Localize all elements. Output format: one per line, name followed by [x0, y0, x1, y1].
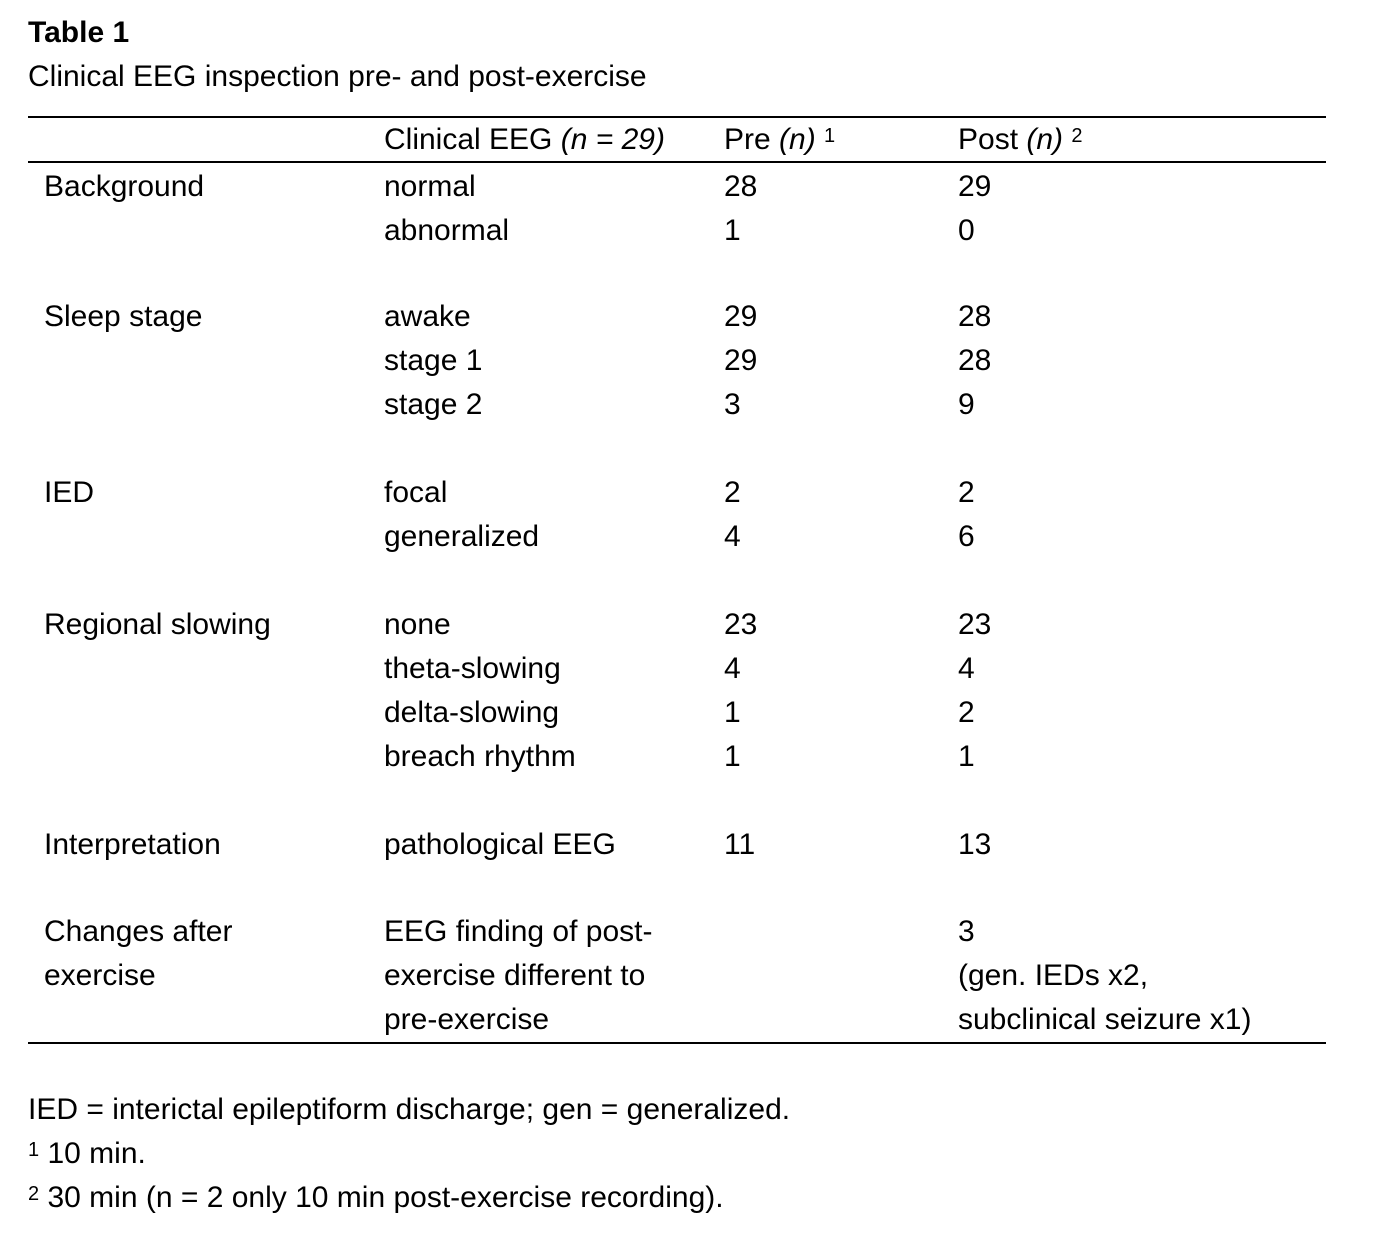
category-regional-slowing: Regional slowing — [44, 608, 271, 641]
category-changes-line1: Changes after — [44, 915, 233, 948]
category-sleep-stage: Sleep stage — [44, 300, 203, 333]
header-pre-n: (n) — [779, 123, 816, 156]
table-caption: Clinical EEG inspection pre- and post-exercise — [28, 60, 647, 93]
post-pathological-eeg: 13 — [958, 828, 992, 861]
finding-stage-1: stage 1 — [384, 344, 483, 377]
post-awake: 28 — [958, 300, 992, 333]
pre-normal: 28 — [724, 170, 758, 203]
finding-delta-slowing: delta-slowing — [384, 696, 560, 729]
pre-focal: 2 — [724, 476, 741, 509]
footnote-1-text: 10 min. — [39, 1137, 146, 1170]
table-title: Table 1 — [28, 16, 130, 49]
finding-breach-rhythm: breach rhythm — [384, 740, 576, 773]
finding-awake: awake — [384, 300, 471, 333]
footnote-1 — [28, 1132, 790, 1176]
pre-abnormal: 1 — [724, 214, 741, 247]
post-stage-1: 28 — [958, 344, 992, 377]
header-clinical-eeg-n: (n = 29) — [560, 123, 665, 156]
post-delta-slowing: 2 — [958, 696, 975, 729]
post-theta-slowing: 4 — [958, 652, 975, 685]
header-post — [958, 118, 1083, 162]
category-ied: IED — [44, 476, 95, 509]
footnote-2-text: 30 min (n = 2 only 10 min post-exercise recording). — [39, 1181, 724, 1214]
category-background: Background — [44, 170, 205, 203]
footnote-abbreviations: IED = interictal epileptiform discharge; gen = generalized. — [28, 1093, 791, 1126]
finding-changes-line2: exercise different to — [384, 959, 646, 992]
table-top-rule — [28, 116, 1326, 118]
header-post-n: (n) — [1026, 123, 1064, 156]
post-none: 23 — [958, 608, 992, 641]
pre-breach-rhythm: 1 — [724, 740, 741, 773]
category-interpretation: Interpretation — [44, 828, 221, 861]
pre-stage-2: 3 — [724, 388, 741, 421]
finding-theta-slowing: theta-slowing — [384, 652, 561, 685]
post-breach-rhythm: 1 — [958, 740, 975, 773]
pre-none: 23 — [724, 608, 758, 641]
header-post-label: Post — [958, 123, 1027, 156]
header-post-footnote-mark: 2 — [1071, 125, 1083, 147]
post-normal: 29 — [958, 170, 992, 203]
header-pre-footnote-mark: 1 — [824, 125, 836, 147]
post-stage-2: 9 — [958, 388, 975, 421]
finding-none: none — [384, 608, 451, 641]
table-header-rule — [28, 161, 1326, 163]
footnote-2-mark: 2 — [28, 1183, 40, 1205]
footnote-2 — [28, 1176, 790, 1220]
table-bottom-rule — [28, 1042, 1326, 1044]
finding-changes-line1: EEG finding of post- — [384, 915, 653, 948]
pre-awake: 29 — [724, 300, 758, 333]
table-footnotes — [28, 1088, 790, 1220]
post-generalized: 6 — [958, 520, 975, 553]
post-changes-line2: (gen. IEDs x2, — [958, 959, 1149, 992]
post-changes-line1: 3 — [958, 915, 975, 948]
category-changes-line2: exercise — [44, 959, 156, 992]
finding-generalized: generalized — [384, 520, 540, 553]
post-changes-line3: subclinical seizure x1) — [958, 1003, 1252, 1036]
post-focal: 2 — [958, 476, 975, 509]
finding-focal: focal — [384, 476, 448, 509]
finding-stage-2: stage 2 — [384, 388, 483, 421]
finding-pathological-eeg: pathological EEG — [384, 828, 616, 861]
header-pre — [724, 118, 835, 162]
pre-stage-1: 29 — [724, 344, 758, 377]
finding-normal: normal — [384, 170, 476, 203]
post-abnormal: 0 — [958, 214, 975, 247]
footnote-1-mark: 1 — [28, 1139, 40, 1161]
header-pre-label: Pre — [724, 123, 780, 156]
pre-pathological-eeg: 11 — [724, 828, 756, 861]
pre-theta-slowing: 4 — [724, 652, 741, 685]
finding-abnormal: abnormal — [384, 214, 510, 247]
pre-generalized: 4 — [724, 520, 741, 553]
header-clinical-eeg — [384, 118, 665, 162]
header-clinical-eeg-label: Clinical EEG — [384, 123, 561, 156]
finding-changes-line3: pre-exercise — [384, 1003, 550, 1036]
pre-delta-slowing: 1 — [724, 696, 741, 729]
